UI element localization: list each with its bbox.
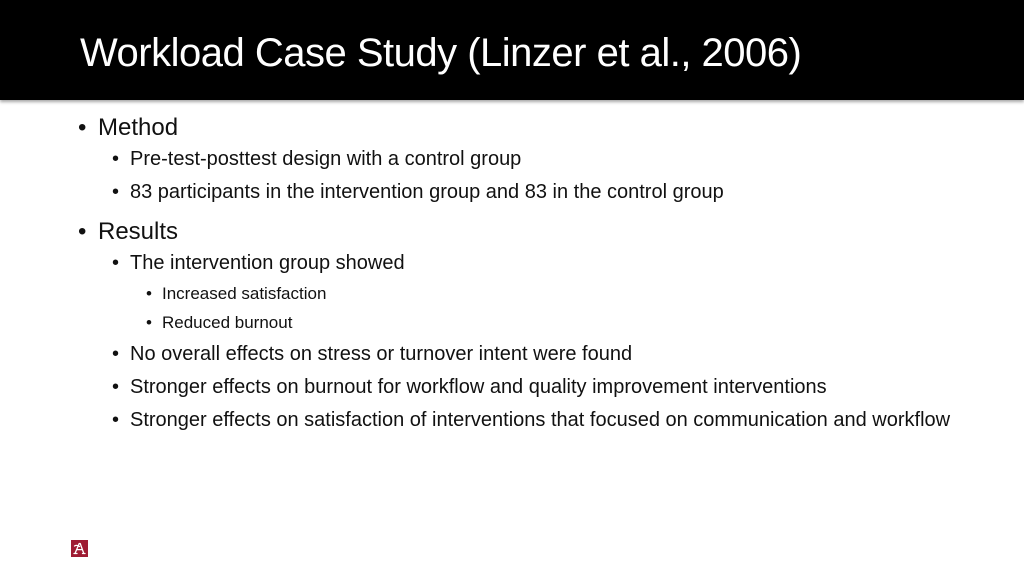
bullet-icon: •: [78, 218, 87, 245]
bullet-icon: •: [78, 114, 87, 141]
slide-content: [72, 112, 952, 434]
sub-list-item: [144, 311, 952, 335]
method-list: [98, 146, 952, 206]
bullet-icon: •: [112, 148, 120, 170]
sub-list-item-text: Increased satisfaction: [162, 284, 327, 303]
bullet-icon: •: [112, 181, 120, 203]
list-item-text: 83 participants in the intervention group and 83 in the control group: [130, 181, 724, 203]
list-item: [110, 341, 952, 368]
bullet-icon: •: [146, 284, 152, 303]
section-results: [72, 216, 952, 434]
slide-title: Workload Case Study (Linzer et al., 2006): [80, 31, 802, 75]
list-item-text: Stronger effects on burnout for workflow and quality improvement interventions: [130, 376, 827, 398]
bullet-icon: •: [146, 313, 152, 332]
title-bar: [0, 0, 1024, 100]
list-item-text: Pre-test-posttest design with a control group: [130, 148, 522, 170]
list-item-text: No overall effects on stress or turnover intent were found: [130, 343, 633, 365]
list-item: [110, 407, 952, 434]
section-heading: Results: [98, 218, 179, 245]
main-bullet-list: [72, 112, 952, 434]
list-item: [110, 146, 952, 173]
bullet-icon: •: [112, 252, 120, 274]
sub-list-item-text: Reduced burnout: [162, 313, 293, 332]
list-item-text: Stronger effects on satisfaction of interventions that focused on communication and workflow: [130, 409, 951, 431]
sub-list-item: [144, 282, 952, 306]
bullet-icon: •: [112, 376, 120, 398]
list-item: [110, 179, 952, 206]
section-method: [72, 112, 952, 206]
script-a-icon: [73, 542, 86, 555]
university-a-logo: [71, 540, 88, 557]
list-item: [110, 250, 952, 335]
bullet-icon: •: [112, 409, 120, 431]
list-item: [110, 374, 952, 401]
list-item-text: The intervention group showed: [130, 252, 405, 274]
bullet-icon: •: [112, 343, 120, 365]
results-list: [98, 250, 952, 434]
section-heading: Method: [98, 114, 179, 141]
intervention-effects-list: [130, 282, 952, 335]
